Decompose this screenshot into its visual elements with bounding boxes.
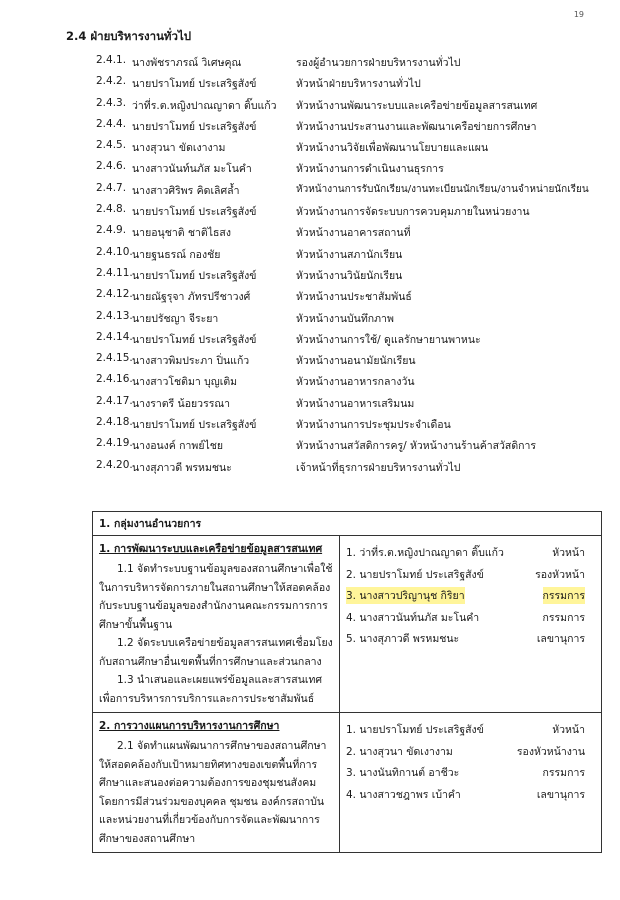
member-row <box>346 587 595 609</box>
staff-row <box>96 160 596 181</box>
member-role: รองหัวหน้างาน <box>516 745 585 758</box>
staff-row <box>96 459 596 480</box>
staff-name: นายปราโมทย์ ประเสริฐสังข์ <box>132 269 257 282</box>
member-role: เลขานุการ <box>536 633 585 645</box>
staff-name: นางสาวโชติมา บุญเติม <box>132 376 238 389</box>
member-row <box>346 630 595 652</box>
staff-number: 2.4.5. <box>96 139 127 152</box>
section-members <box>340 713 602 853</box>
staff-number: 2.4.7. <box>96 181 127 194</box>
staff-row <box>96 331 596 352</box>
section-title: 2.4 ฝ่ายบริหารงานทั่วไป <box>66 29 192 43</box>
staff-number: 2.4.10. <box>96 245 133 258</box>
staff-role: หัวหน้างานสภานักเรียน <box>296 248 403 261</box>
staff-row <box>96 437 596 458</box>
staff-role: หัวหน้างานบันทึกภาพ <box>296 312 394 325</box>
page-number: 19 <box>573 10 584 19</box>
staff-name: นางพัชราภรณ์ วิเศษคุณ <box>132 57 242 69</box>
group-title-row <box>93 512 602 536</box>
section-item: 1.3 นำเสนอและเผยแพร่ข้อมูลและสารสนเทศเพื่อการบริหารการบริการและการประชาสัมพันธ์ <box>99 674 323 705</box>
staff-number: 2.4.9. <box>96 224 127 237</box>
staff-number: 2.4.19. <box>96 437 133 450</box>
member-row <box>346 609 595 631</box>
staff-number: 2.4.8. <box>96 203 127 216</box>
staff-name: นางสาวศิริพร คิดเลิศล้ำ <box>132 184 240 197</box>
member-name: 4. นางสาวนันท์นภัส มะโนคำ <box>346 611 480 624</box>
staff-name: นางสาวนันท์นภัส มะโนคำ <box>132 163 252 176</box>
staff-role: หัวหน้างานวินัยนักเรียน <box>296 269 403 282</box>
section-item: 1.1 จัดทำระบบฐานข้อมูลของสถานศึกษาเพื่อใช้ในการบริหารจัดการภายในสถานศึกษาให้สอดคล้องกับระบบฐานข้อมูลของสำนักงานคณะกรรมการการศึกษาขั้นพื้นฐาน <box>99 563 333 631</box>
member-row <box>346 786 595 808</box>
section-description <box>93 536 340 713</box>
staff-name: นายปราโมทย์ ประเสริฐสังข์ <box>132 78 257 91</box>
staff-number: 2.4.4. <box>96 117 127 130</box>
staff-role: หัวหน้างานประสานงานและพัฒนาเครือข่ายการศึกษา <box>296 120 537 133</box>
staff-name: นายปราโมทย์ ประเสริฐสังข์ <box>132 419 257 432</box>
staff-role: หัวหน้าฝ่ายบริหารงานทั่วไป <box>296 78 421 91</box>
staff-number: 2.4.14. <box>96 330 133 343</box>
staff-name: ว่าที่ร.ต.หญิงปาณญาดา ติ๊บแก้ว <box>132 99 277 112</box>
staff-role: หัวหน้างานประชาสัมพันธ์ <box>296 291 412 304</box>
staff-role: หัวหน้างานอาหารเสริมนม <box>296 397 415 410</box>
staff-number: 2.4.18. <box>96 416 133 429</box>
staff-number: 2.4.20. <box>96 458 133 471</box>
section-row <box>93 713 602 853</box>
member-name-highlighted: 3. นางสาวปริญานุช กิริยา <box>346 587 465 604</box>
staff-row <box>96 395 596 416</box>
staff-name: นางสุภาวดี พรหมชนะ <box>132 461 232 474</box>
staff-row <box>96 373 596 394</box>
member-name: 1. นายปราโมทย์ ประเสริฐสังข์ <box>346 724 484 736</box>
staff-row <box>96 224 596 245</box>
member-name: 2. นายปราโมทย์ ประเสริฐสังข์ <box>346 568 484 581</box>
staff-role: หัวหน้างานอาหารกลางวัน <box>296 376 415 389</box>
member-row <box>346 743 595 765</box>
member-name: 5. นางสุภาวดี พรหมชนะ <box>346 633 460 645</box>
section-item: 1.2 จัดระบบเครือข่ายข้อมูลสารสนเทศเชื่อมโยงกับสถานศึกษาอื่นเขตพื้นที่การศึกษาและส่วนกลาง <box>99 637 333 668</box>
staff-row <box>96 310 596 331</box>
section-heading: 2. การวางแผนการบริหารงานการศึกษา <box>99 720 280 732</box>
section-description <box>93 713 340 853</box>
staff-number: 2.4.6. <box>96 160 127 173</box>
group-table <box>92 511 602 853</box>
staff-row <box>96 352 596 373</box>
staff-row <box>96 288 596 309</box>
staff-row <box>96 97 596 118</box>
staff-row <box>96 75 596 96</box>
staff-row <box>96 139 596 160</box>
staff-name: นายณัฐรุจา ภัทรปรีชาวงศ์ <box>132 291 251 304</box>
member-row <box>346 721 595 743</box>
member-role: กรรมการ <box>542 767 585 779</box>
staff-role: หัวหน้างานอนามัยนักเรียน <box>296 355 416 368</box>
staff-row <box>96 267 596 288</box>
staff-name: นายปราโมทย์ ประเสริฐสังข์ <box>132 333 257 346</box>
member-name: 1. ว่าที่ร.ต.หญิงปาณญาดา ติ๊บแก้ว <box>346 547 504 559</box>
staff-number: 2.4.3. <box>96 96 127 109</box>
staff-role: หัวหน้างานวิจัยเพื่อพัฒนานโยบายและแผน <box>296 142 489 155</box>
member-role: รองหัวหน้า <box>535 568 585 581</box>
member-name: 3. นางนันทิกานต์ อาชีวะ <box>346 767 460 779</box>
staff-number: 2.4.16. <box>96 373 133 386</box>
staff-role: รองผู้อำนวยการฝ่ายบริหารงานทั่วไป <box>296 57 461 69</box>
group-title: 1. กลุ่มงานอำนวยการ <box>93 512 602 536</box>
member-row <box>346 764 595 786</box>
staff-number: 2.4.1. <box>96 54 127 66</box>
section-row <box>93 536 602 713</box>
section-item: 2.1 จัดทำแผนพัฒนาการศึกษาของสถานศึกษาให้สอดคล้องกับเป้าหมายทิศทางของเขตพื้นที่การศึกษาและสนองต่อความต้องการของชุมชนสังคมโดยการมีส่วนร่วมของบุคคล ชุมชน องค์กรสถาบันและหน่วยงานที่เกี่ยวข้องกับการจัดและพัฒนาการศึกษาของสถานศึกษา <box>99 740 327 845</box>
staff-number: 2.4.15. <box>96 352 133 365</box>
staff-number: 2.4.11. <box>96 266 133 279</box>
staff-name: นางสุวนา ขัดเงางาม <box>132 142 226 155</box>
staff-name: นายปราโมทย์ ประเสริฐสังข์ <box>132 120 257 133</box>
member-name: 2. นางสุวนา ขัดเงางาม <box>346 745 453 758</box>
staff-row <box>96 416 596 437</box>
staff-name: นายปราโมทย์ ประเสริฐสังข์ <box>132 206 257 219</box>
staff-role: เจ้าหน้าที่ธุรการฝ่ายบริหารงานทั่วไป <box>296 461 461 474</box>
staff-name: นายอนุชาติ ชาติไธสง <box>132 227 231 240</box>
staff-name: นางอนงค์ กาพย์ไชย <box>132 440 224 453</box>
member-name: 4. นางสาวชฎาพร เบ้าคำ <box>346 788 461 801</box>
staff-number: 2.4.12. <box>96 288 133 301</box>
member-role: กรรมการ <box>542 611 585 624</box>
staff-name: นายปรัชญา จีระยา <box>132 312 219 325</box>
staff-number: 2.4.17. <box>96 394 133 407</box>
staff-role: หัวหน้างานการจัดระบบการควบคุมภายในหน่วยงาน <box>296 206 530 219</box>
section-heading: 1. การพัฒนาระบบและเครือข่ายข้อมูลสารสนเทศ <box>99 543 323 555</box>
member-role-highlighted: กรรมการ <box>543 587 585 604</box>
staff-row <box>96 246 596 267</box>
staff-number: 2.4.2. <box>96 75 127 88</box>
staff-number: 2.4.13. <box>96 309 133 322</box>
staff-row <box>96 118 596 139</box>
staff-role: หัวหน้างานการประชุมประจำเดือน <box>296 419 451 432</box>
staff-role: หัวหน้างานพัฒนาระบบและเครือข่ายข้อมูลสารสนเทศ <box>296 99 538 112</box>
member-row <box>346 566 595 588</box>
member-role: เลขานุการ <box>536 788 585 801</box>
member-row <box>346 544 595 566</box>
staff-role: หัวหน้างานการรับนักเรียน/งานทะเบียนนักเรียน/งานจำหน่ายนักเรียน <box>296 183 589 195</box>
staff-row <box>96 182 596 203</box>
staff-name: นายฐนธรณ์ กองชัย <box>132 248 221 261</box>
staff-role: หัวหน้างานการดำเนินงานธุรการ <box>296 163 444 176</box>
staff-role: หัวหน้างานอาคารสถานที่ <box>296 227 411 240</box>
staff-row <box>96 203 596 224</box>
staff-name: นางสาวพิมประภา ปิ่นแก้ว <box>132 355 250 368</box>
section-members <box>340 536 602 713</box>
member-role: หัวหน้า <box>552 547 585 559</box>
staff-role: หัวหน้างานสวัสดิการครู/ หัวหน้างานร้านค้าสวัสดิการ <box>296 440 537 453</box>
staff-list <box>96 54 596 480</box>
member-role: หัวหน้า <box>552 724 585 736</box>
staff-row <box>96 54 596 75</box>
staff-name: นางราตรี น้อยวรรณา <box>132 397 230 410</box>
staff-role: หัวหน้างานการใช้/ ดูแลรักษายานพาหนะ <box>296 333 481 346</box>
